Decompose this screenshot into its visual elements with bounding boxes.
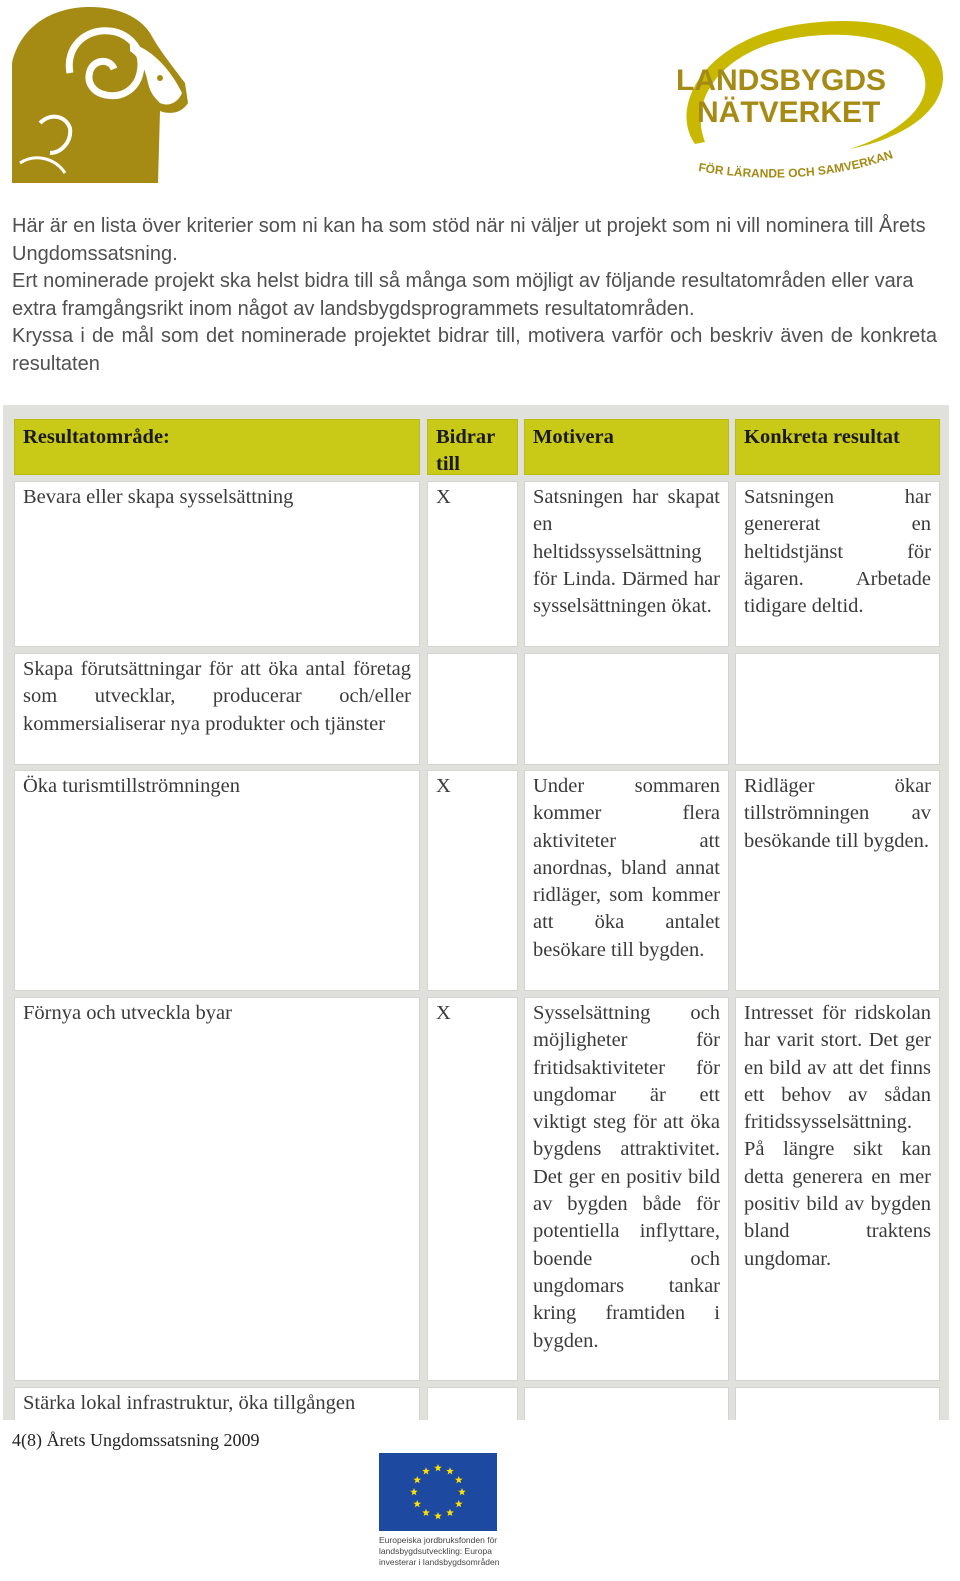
intro-text [12,213,937,378]
row-2-results [735,653,940,765]
row-4-results: Intresset för ridskolan har varit stort. Det ger en bild av att det finns ett behov av sådan fritidssysselsättning. På längre sikt kan detta generera en mer positiv bild av bygden bland traktens ungdomar. [735,997,940,1381]
row-5-area: Stärka lokal infrastruktur, öka tillgången [14,1387,420,1420]
eu-flag-icon [379,1453,497,1531]
landsbygdsnatverket-logo [660,14,950,189]
row-1-motivation: Satsningen har skapat en heltidssysselsättning för Linda. Därmed har sysselsättningen ökat. [524,481,729,647]
row-3-motivation: Under sommaren kommer flera aktiviteter att anordnas, bland annat ridläger, som kommer att öka antalet besökare till bygden. [524,770,729,991]
header-bidrar-till: Bidrar till [427,419,518,475]
eu-caption-line-1: Europeiska jordbruksfonden för [379,1535,498,1545]
eu-logo [379,1453,500,1571]
row-3-area: Öka turismtillströmningen [14,770,420,991]
row-2-motivation [524,653,729,765]
ram-head-logo [10,3,190,183]
row-5-results [735,1387,940,1420]
logo-tagline: FÖR LÄRANDE OCH SAMVERKAN [697,147,895,181]
eu-caption [379,1535,509,1568]
header-resultatomrade: Resultatområde: [14,419,420,475]
logo-line1: LANDSBYGDS [676,64,887,97]
row-1-contributes: X [427,481,518,647]
header-konkreta-resultat: Konkreta resultat [735,419,940,475]
row-4-motivation: Sysselsättning och möjligheter för fritidsaktiviteter för ungdomar är ett viktigt steg för att öka bygdens attraktivitet. Det ger en positiv bild av bygden både för potentiella inflyttare, boende och ungdomars tankar kring framtiden i bygden. [524,997,729,1381]
row-2-area: Skapa förutsättningar för att öka antal företag som utvecklar, producerar och/eller kommersialiserar nya produkter och tjänster [14,653,420,765]
row-1-area: Bevara eller skapa sysselsättning [14,481,420,647]
criteria-table [3,405,949,1420]
row-3-contributes: X [427,770,518,991]
row-3-results: Ridläger ökar tillströmningen av besökande till bygden. [735,770,940,991]
row-5-motivation [524,1387,729,1420]
intro-paragraph-1: Här är en lista över kriterier som ni kan ha som stöd när ni väljer ut projekt som ni vill nominera till Årets Ungdomssatsning. [12,215,926,265]
row-2-contributes [427,653,518,765]
logo-swoosh [660,14,950,189]
logo-line2: NÄTVERKET [697,96,881,129]
row-5-contributes [427,1387,518,1420]
row-4-area: Förnya och utveckla byar [14,997,420,1381]
row-4-contributes: X [427,997,518,1381]
eu-caption-line-2: landsbygdsutveckling: Europa [379,1546,492,1556]
page-footer-label: 4(8) Årets Ungdomssatsning 2009 [12,1430,260,1450]
header-motivera: Motivera [524,419,729,475]
eu-caption-line-3: investerar i landsbygdsområden [379,1557,500,1567]
intro-paragraph-3: Kryssa i de mål som det nominerade projektet bidrar till, motivera varför och beskriv även de konkreta resultaten [12,325,937,375]
row-1-results: Satsningen har genererat en heltidstjänst för ägaren. Arbetade tidigare deltid. [735,481,940,647]
svg-text:FÖR LÄRANDE OCH SAMVERKAN [697,147,894,180]
intro-paragraph-2: Ert nominerade projekt ska helst bidra till så många som möjligt av följande resultatområden eller vara extra framgångsrikt inom något av landsbygdsprogrammets resultatområden. [12,270,914,320]
